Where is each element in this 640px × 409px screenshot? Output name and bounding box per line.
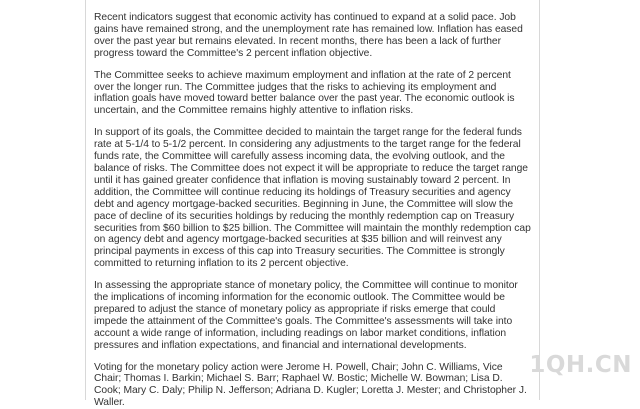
paragraph-voting-members: Voting for the monetary policy action were Jerome H. Powell, Chair; John C. Williams, Vice Chair; Thomas I. Barkin; Michael S. Barr; Raphael W. Bostic; Michelle W. Bowman; Lisa D. Cook; Mary C. Daly; Philip N. Jefferson; Adriana D. Kugler; Loretta J. Mester; and Christopher J. Waller. [94, 361, 527, 409]
paragraph-economic-activity: Recent indicators suggest that economic activity has continued to expand at a solid pace. Job gains have remained strong, and the unemployment rate has remained low. Inflation has eased over the past year but remains elevated. In recent months, there has been a lack of further progress toward the Committee's 2 percent inflation objective. [94, 12, 523, 59]
paragraph-committee-goals: The Committee seeks to achieve maximum employment and inflation at the rate of 2 percent over the longer run. The Committee judges that the risks to achieving its employment and inflation goals have moved toward better balance over the past year. The economic outlook is uncertain, and the Committee remains highly attentive to inflation risks. [94, 69, 515, 117]
watermark-logo: 1QH.CN [529, 352, 632, 378]
paragraph-policy-decision: In support of its goals, the Committee decided to maintain the target range for the federal funds rate at 5-1/4 to 5-1/2 percent. In considering any adjustments to the target range for the federal funds rate, the Committee will carefully assess incoming data, the evolving outlook, and the balance of risks. The Committee does not expect it will be appropriate to reduce the target range until it has gained greater confidence that inflation is moving sustainably toward 2 percent. In addition, the Committee will continue reducing its holdings of Treasury securities and agency debt and agency mortgage-backed securities. Beginning in June, the Committee will slow the pace of decline of its securities holdings by reducing the monthly redemption cap on Treasury securities from $60 billion to $25 billion. The Committee will maintain the monthly redemption cap on agency debt and agency mortgage-backed securities at $35 billion and will reinvest any principal payments in excess of this cap into Treasury securities. The Committee is strongly committed to returning inflation to its 2 percent objective. [94, 127, 531, 270]
paragraph-monetary-policy-stance: In assessing the appropriate stance of monetary policy, the Committee will continue to monitor the implications of incoming information for the economic outlook. The Committee would be prepared to adjust the stance of monetary policy as appropriate if risks emerge that could impede the attainment of the Committee's goals. The Committee's assessments will take into account a wide range of information, including readings on labor market conditions, inflation pressures and inflation expectations, and financial and international developments. [94, 280, 518, 351]
statement-body [85, 0, 540, 409]
